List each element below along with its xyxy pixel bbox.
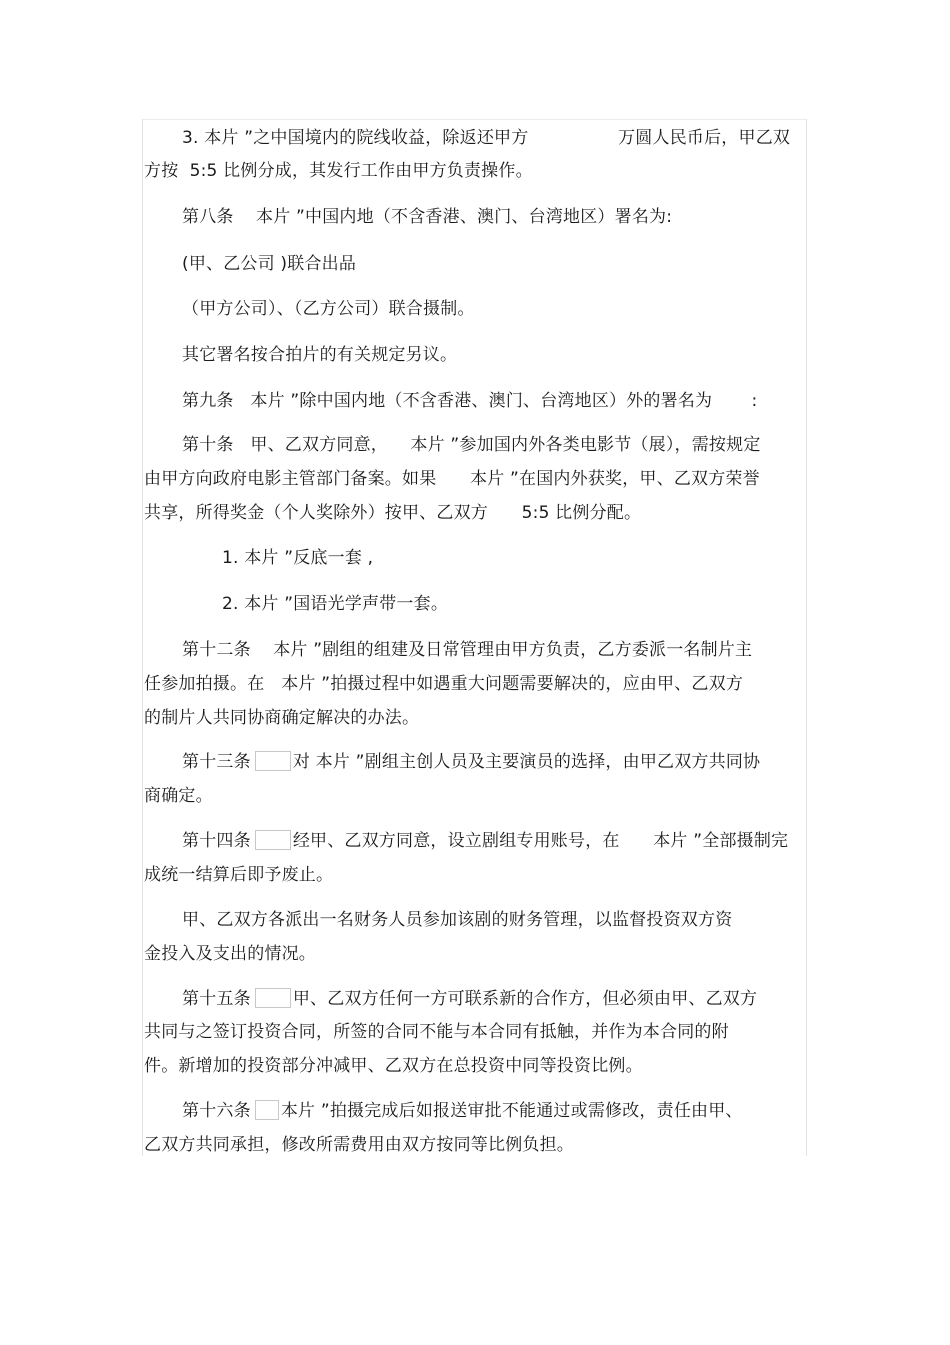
text-line: 共享，所得奖金（个人奖除外）按甲、乙双方 5:5 比例分配。 [144, 503, 642, 523]
text-line: 金投入及支出的情况。 [144, 944, 316, 964]
text-line: 乙双方共同承担，修改所需费用由双方按同等比例负担。 [144, 1135, 574, 1155]
article-13-heading [182, 751, 760, 773]
list-item: 1. 本片 ”反底一套 , [222, 548, 374, 568]
text-line: (甲、乙公司 )联合出品 [182, 254, 357, 274]
text-line: 共同与之签订投资合同，所签的合同不能与本合同有抵触，并作为本合同的附 [144, 1022, 729, 1042]
article-15-heading [182, 988, 757, 1010]
article-16-heading [182, 1100, 743, 1122]
article-8-heading: 第八条 本片 ”中国内地（不含香港、澳门、台湾地区）署名为: [182, 207, 673, 227]
blank-box [255, 751, 291, 771]
text-line: 其它署名按合拍片的有关规定另议。 [182, 345, 458, 365]
text-line: 甲、乙双方各派出一名财务人员参加该剧的财务管理，以监督投资双方资 [182, 910, 733, 930]
text-line: 方按 5:5 比例分成，其发行工作由甲方负责操作。 [144, 161, 533, 181]
article-label: 第十四条 [182, 831, 251, 851]
article-text: 经甲、乙双方同意，设立剧组专用账号，在 本片 ”全部摄制完 [292, 831, 789, 851]
text-line: 成统一结算后即予废止。 [144, 865, 334, 885]
page-frame-top [142, 119, 807, 120]
article-text: 本片 ”拍摄完成后如报送审批不能通过或需修改，责任由甲、 [280, 1101, 743, 1121]
page-frame-right [806, 119, 807, 1156]
blank-box [255, 1100, 279, 1120]
text-line: 件。新增加的投资部分冲减甲、乙双方在总投资中同等投资比例。 [144, 1056, 643, 1076]
article-text: 甲、乙双方任何一方可联系新的合作方，但必须由甲、乙双方 [292, 989, 758, 1009]
list-item: 2. 本片 ”国语光学声带一套。 [222, 594, 449, 614]
blank-box [255, 830, 291, 850]
article-12-heading: 第十二条 本片 ”剧组的组建及日常管理由甲方负责，乙方委派一名制片主 [182, 640, 753, 660]
article-label: 第十三条 [182, 752, 251, 772]
article-14-heading [182, 830, 788, 852]
text-line: （甲方公司）、（乙方公司）联合摄制。 [182, 299, 475, 319]
article-label: 第十六条 [182, 1101, 251, 1121]
text-line: 由甲方向政府电影主管部门备案。如果 本片 ”在国内外获奖，甲、乙双方荣誉 [144, 469, 760, 489]
blank-box [255, 988, 291, 1008]
text-line: 的制片人共同协商确定解决的办法。 [144, 708, 420, 728]
page-frame-left [142, 119, 143, 1156]
text-line: 商确定。 [144, 786, 213, 806]
article-label: 第十五条 [182, 989, 251, 1009]
text-line: 任参加拍摄。在 本片 ”拍摄过程中如遇重大问题需要解决的，应由甲、乙双方 [144, 674, 744, 694]
text-line: 3. 本片 ”之中国境内的院线收益，除返还甲方 万圆人民币后，甲乙双 [182, 128, 791, 148]
article-9-heading: 第九条 本片 ”除中国内地（不含香港、澳门、台湾地区）外的署名为 : [182, 391, 758, 411]
article-10-heading: 第十条 甲、乙双方同意， 本片 ”参加国内外各类电影节（展），需按规定 [182, 435, 761, 455]
article-text: 对 本片 ”剧组主创人员及主要演员的选择，由甲乙双方共同协 [292, 752, 761, 772]
